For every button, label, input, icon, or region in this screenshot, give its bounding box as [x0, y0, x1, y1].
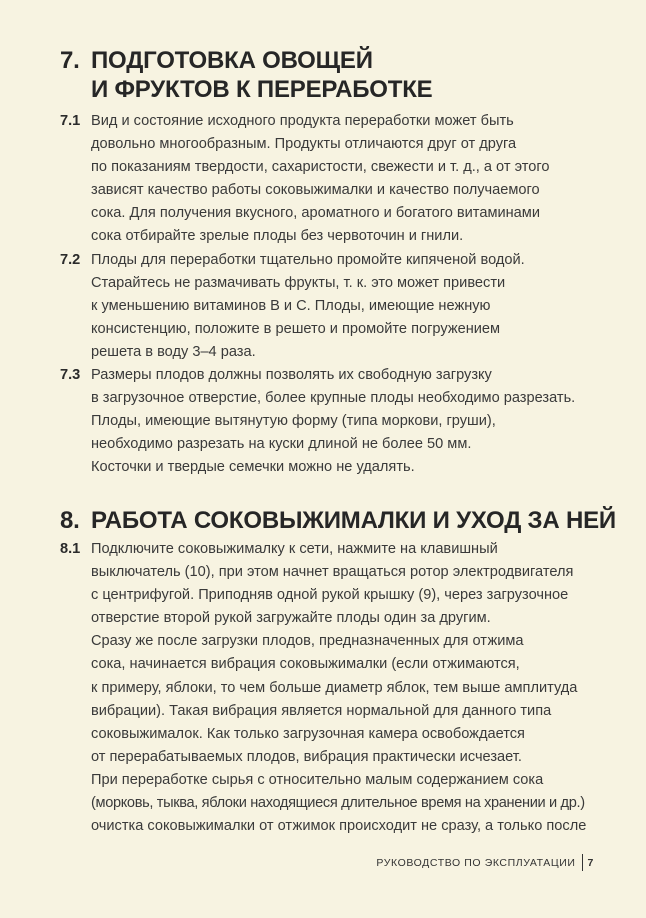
paragraph-line: Подключите соковыжималку к сети, нажмите на клавишный — [91, 541, 498, 557]
paragraph-number: 7.3 — [60, 367, 81, 384]
paragraph-line: к уменьшению витаминов В и С. Плоды, имеющие нежную — [91, 297, 491, 314]
paragraph-line: (морковь, тыква, яблоки находящиеся длительное время на хранении и др.) — [91, 795, 585, 812]
page-number: 7 — [587, 856, 594, 869]
section-7 — [60, 46, 605, 480]
paragraph-line: отверстие второй рукой загружайте плоды один за другим. — [91, 610, 491, 627]
paragraph-line: довольно многообразным. Продукты отличаются друг от друга — [91, 136, 517, 153]
section-title-line: ПОДГОТОВКА ОВОЩЕЙ — [91, 47, 373, 74]
paragraph-7-2 — [60, 249, 605, 364]
footer-divider — [582, 854, 583, 871]
paragraph-line: сока. Для получения вкусного, ароматного и богатого витаминами — [91, 205, 540, 222]
paragraph-line: При переработке сырья с относительно малым содержанием сока — [91, 771, 544, 788]
paragraph-line: Косточки и твердые семечки можно не удалять. — [91, 459, 415, 476]
paragraph-line: по показаниям твердости, сахаристости, свежести и т. д., а от этого — [91, 159, 550, 176]
paragraph-number: 8.1 — [60, 541, 81, 557]
paragraph-line: к примеру, яблоки, то чем больше диаметр яблок, тем выше амплитуда — [91, 679, 578, 696]
paragraph-line: решета в воду 3–4 раза. — [91, 343, 256, 360]
paragraph-line: сока отбирайте зрелые плоды без червоточин и гнили. — [91, 228, 464, 245]
section-title — [60, 46, 605, 104]
paragraph-line: Сразу же после загрузки плодов, предназначенных для отжима — [91, 633, 524, 650]
paragraph-line: Вид и состояние исходного продукта переработки может быть — [91, 113, 514, 129]
section-title-line: РАБОТА СОКОВЫЖИМАЛКИ И УХОД ЗА НЕЙ — [91, 507, 616, 534]
footer-title: РУКОВОДСТВО ПО ЭКСПЛУАТАЦИИ — [376, 856, 576, 869]
section-8 — [60, 506, 616, 838]
paragraph-line: очистка соковыжималки от отжимок происходит не сразу, а только после — [91, 818, 587, 835]
paragraph-line: в загрузочное отверстие, более крупные плоды необходимо разрезать. — [91, 390, 576, 407]
paragraph-7-1 — [60, 110, 605, 249]
paragraph-line: Размеры плодов должны позволять их свободную загрузку — [91, 367, 492, 384]
section-number: 7. — [60, 47, 80, 74]
paragraph-number: 7.1 — [60, 113, 81, 129]
paragraph-line: сока, начинается вибрация соковыжималки (если отжимаются, — [91, 656, 520, 673]
paragraph-line: Плоды для переработки тщательно промойте кипяченой водой. — [91, 251, 525, 268]
paragraph-line: вибрации). Такая вибрация является нормальной для данного типа — [91, 702, 552, 719]
section-title — [60, 506, 616, 535]
section-number: 8. — [60, 507, 80, 534]
page-footer — [376, 854, 594, 871]
paragraph-line: выключатель (10), при этом начнет вращаться ротор электродвигателя — [91, 564, 574, 581]
paragraph-line: с центрифугой. Приподняв одной рукой крышку (9), через загрузочное — [91, 587, 569, 604]
paragraph-line: Старайтесь не размачивать фрукты, т. к. это может привести — [91, 274, 506, 291]
paragraph-line: соковыжималок. Как только загрузочная камера освобождается — [91, 725, 525, 742]
paragraph-8-1 — [60, 538, 605, 838]
paragraph-line: необходимо разрезать на куски длиной не более 50 мм. — [91, 436, 472, 453]
paragraph-line: Плоды, имеющие вытянутую форму (типа моркови, груши), — [91, 413, 496, 430]
paragraph-line: зависят качество работы соковыжималки и качество получаемого — [91, 182, 540, 199]
paragraph-7-3 — [60, 364, 605, 479]
paragraph-number: 7.2 — [60, 251, 81, 268]
paragraph-line: от перерабатываемых плодов, вибрация практически исчезает. — [91, 748, 522, 765]
paragraph-line: консистенцию, положите в решето и промойте погружением — [91, 320, 501, 337]
section-title-line: И ФРУКТОВ К ПЕРЕРАБОТКЕ — [91, 76, 433, 103]
